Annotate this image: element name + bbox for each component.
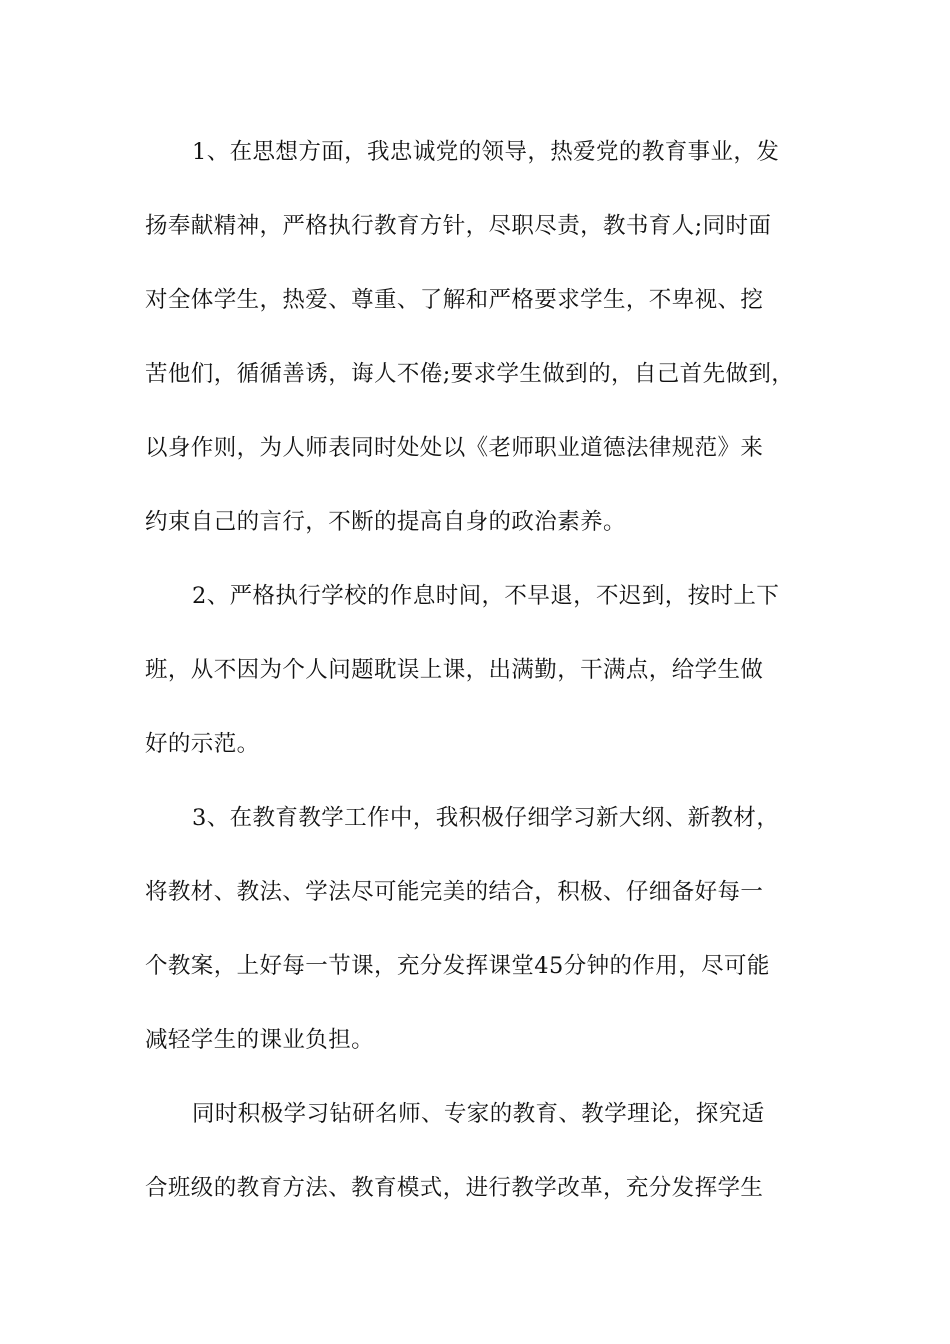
paragraph-3-line-1: 3、在教育教学工作中，我积极仔细学习新大纲、新教材， [192, 805, 780, 831]
paragraph-4-line-2: 合班级的教育方法、教育模式，进行教学改革，充分发挥学生 [145, 1175, 764, 1201]
paragraph-2-line-3: 好的示范。 [145, 731, 260, 757]
paragraph-4-line-1: 同时积极学习钻研名师、专家的教育、教学理论，探究适 [192, 1101, 765, 1127]
paragraph-3-line-3: 个教案，上好每一节课，充分发挥课堂45分钟的作用，尽可能 [145, 953, 770, 979]
paragraph-1-line-3: 对全体学生，热爱、尊重、了解和严格要求学生，不卑视、挖 [145, 287, 764, 313]
paragraph-1-line-5: 以身作则，为人师表同时处处以《老师职业道德法律规范》来 [145, 435, 764, 461]
paragraph-1-line-4: 苦他们，循循善诱，诲人不倦;要求学生做到的，自己首先做到， [145, 361, 795, 387]
document-body [145, 127, 810, 1237]
paragraph-3-line-2: 将教材、教法、学法尽可能完美的结合，积极、仔细备好每一 [145, 879, 764, 905]
paragraph-1-line-2: 扬奉献精神，严格执行教育方针，尽职尽责，教书育人;同时面 [145, 213, 772, 239]
paragraph-1-line-6: 约束自己的言行，不断的提高自身的政治素养。 [145, 509, 626, 535]
paragraph-1-line-1: 1、在思想方面，我忠诚党的领导，热爱党的教育事业，发 [192, 139, 780, 165]
paragraph-3-line-4: 减轻学生的课业负担。 [145, 1027, 375, 1053]
paragraph-2-line-1: 2、严格执行学校的作息时间，不早退，不迟到，按时上下 [192, 583, 780, 609]
paragraph-2-line-2: 班，从不因为个人问题耽误上课，出满勤，干满点，给学生做 [145, 657, 764, 683]
